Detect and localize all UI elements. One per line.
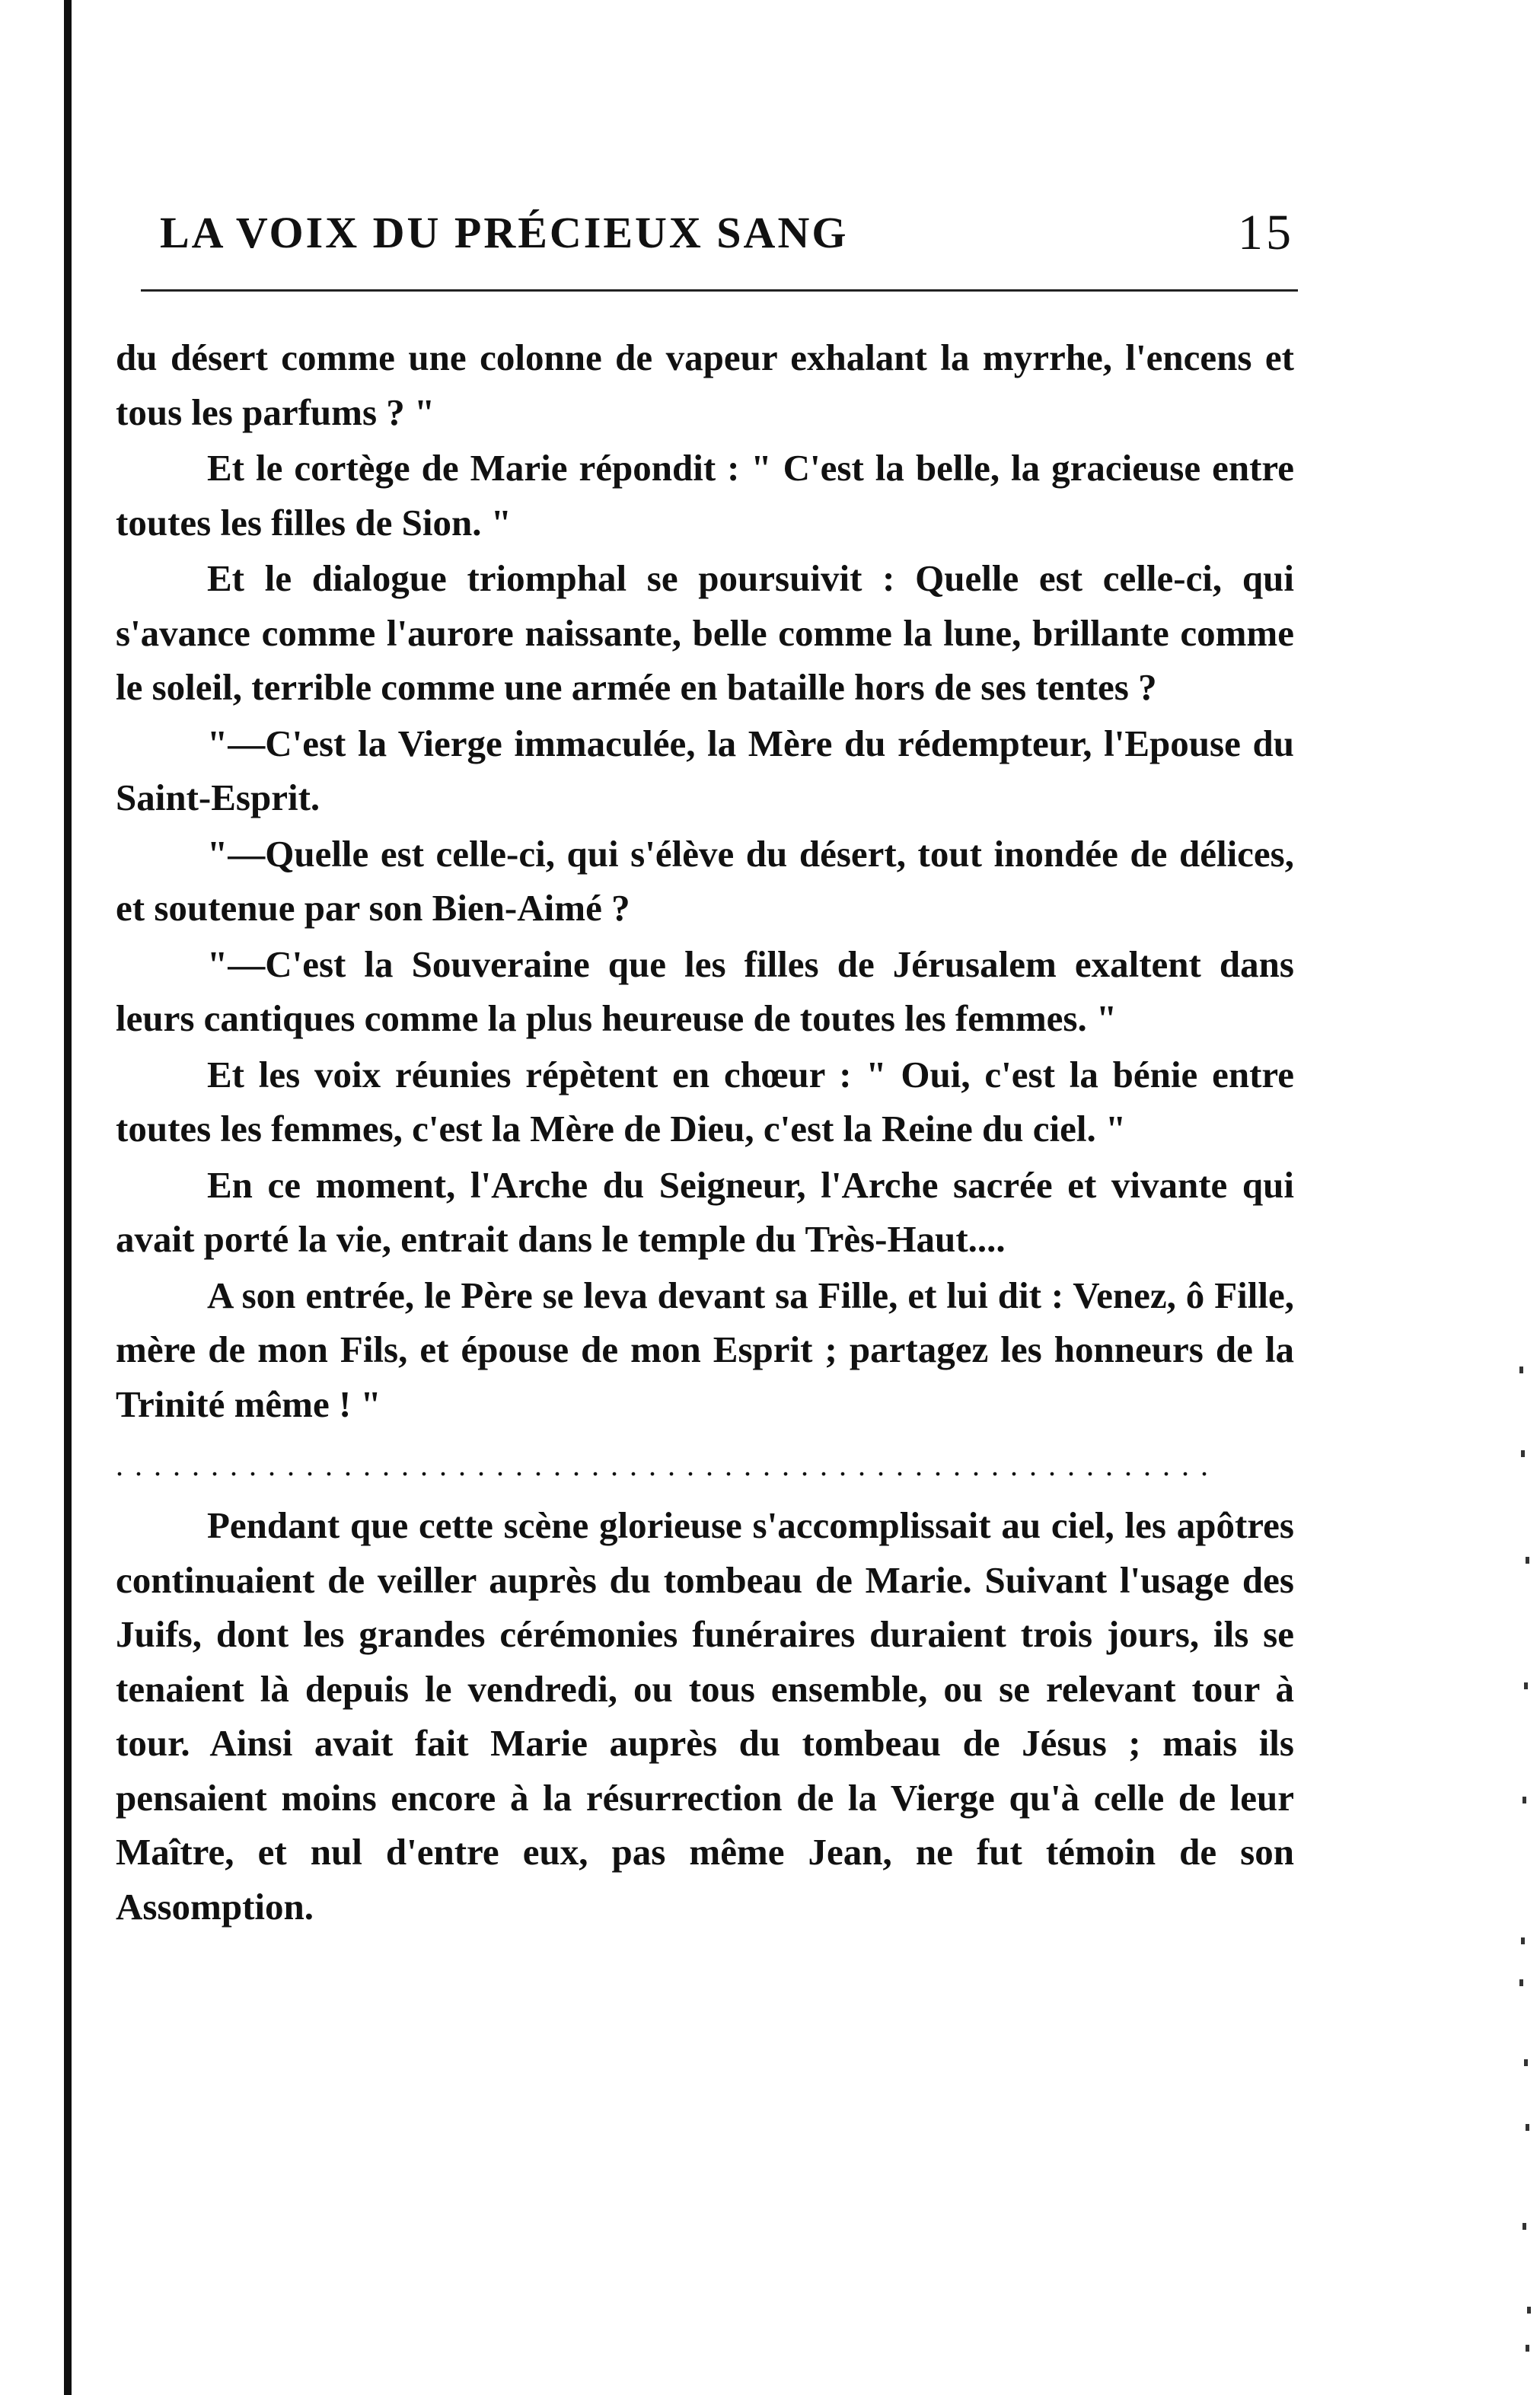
paragraph-1: du désert comme une colonne de vapeur exhalant la myrrhe, l'encens et tous les parfums ? " — [116, 336, 1294, 433]
body-text — [116, 330, 1294, 1935]
paragraph-10: Pendant que cette scène glorieuse s'accomplissait au ciel, les apôtres continuaient de veiller auprès du tombeau de Marie. Suivant l'usage des Juifs, dont les grandes cérémonies funéraires duraient trois jours, ils se tenaient là depuis le vendredi, ou tous ensemble, ou se relevant tour à tour. Ainsi avait fait Marie auprès du tombeau de Jésus ; mais ils pensaient moins encore à la résurrection de la Vierge qu'à celle de leur Maître, et nul d'entre eux, pas même Jean, ne fut témoin de son Assomption. — [116, 1504, 1294, 1928]
paragraph-3: Et le dialogue triomphal se poursuivit : Quelle est celle-ci, qui s'avance comme l'aurore naissante, belle comme la lune, brillante comme le soleil, terrible comme une armée en bataille hors de ses tentes ? — [116, 557, 1294, 708]
header-rule — [141, 289, 1298, 292]
paragraph-4: "—C'est la Vierge immaculée, la Mère du rédempteur, l'Epouse du Saint-Esprit. — [116, 722, 1294, 818]
paragraph-9: A son entrée, le Père se leva devant sa Fille, et lui dit : Venez, ô Fille, mère de mon Fils, et épouse de mon Esprit ; partagez les honneurs de la Trinité même ! " — [116, 1274, 1294, 1425]
margin-specks — [1510, 0, 1540, 2395]
paragraph-8: En ce moment, l'Arche du Seigneur, l'Arche sacrée et vivante qui avait porté la vie, entrait dans le temple du Très-Haut.... — [116, 1163, 1294, 1260]
page-binding-line — [64, 0, 72, 2395]
page-number: 15 — [1238, 205, 1294, 260]
paragraph-6: "—C'est la Souveraine que les filles de Jérusalem exaltent dans leurs cantiques comme la plus heureuse de toutes les femmes. " — [116, 942, 1294, 1039]
paragraph-5: "—Quelle est celle-ci, qui s'élève du désert, tout inondée de délices, et soutenue par son Bien-Aimé ? — [116, 832, 1294, 929]
running-head: LA VOIX DU PRÉCIEUX SANG — [160, 208, 849, 257]
paragraph-2: Et le cortège de Marie répondit : " C'est la belle, la gracieuse entre toutes les filles de Sion. " — [116, 447, 1294, 544]
dotted-separator: .......................................................... — [116, 1448, 1220, 1482]
paragraph-7: Et les voix réunies répètent en chœur : " Oui, c'est la bénie entre toutes les femmes, c'est la Mère de Dieu, c'est la Reine du ciel. " — [116, 1053, 1294, 1150]
page-header — [160, 199, 1294, 268]
